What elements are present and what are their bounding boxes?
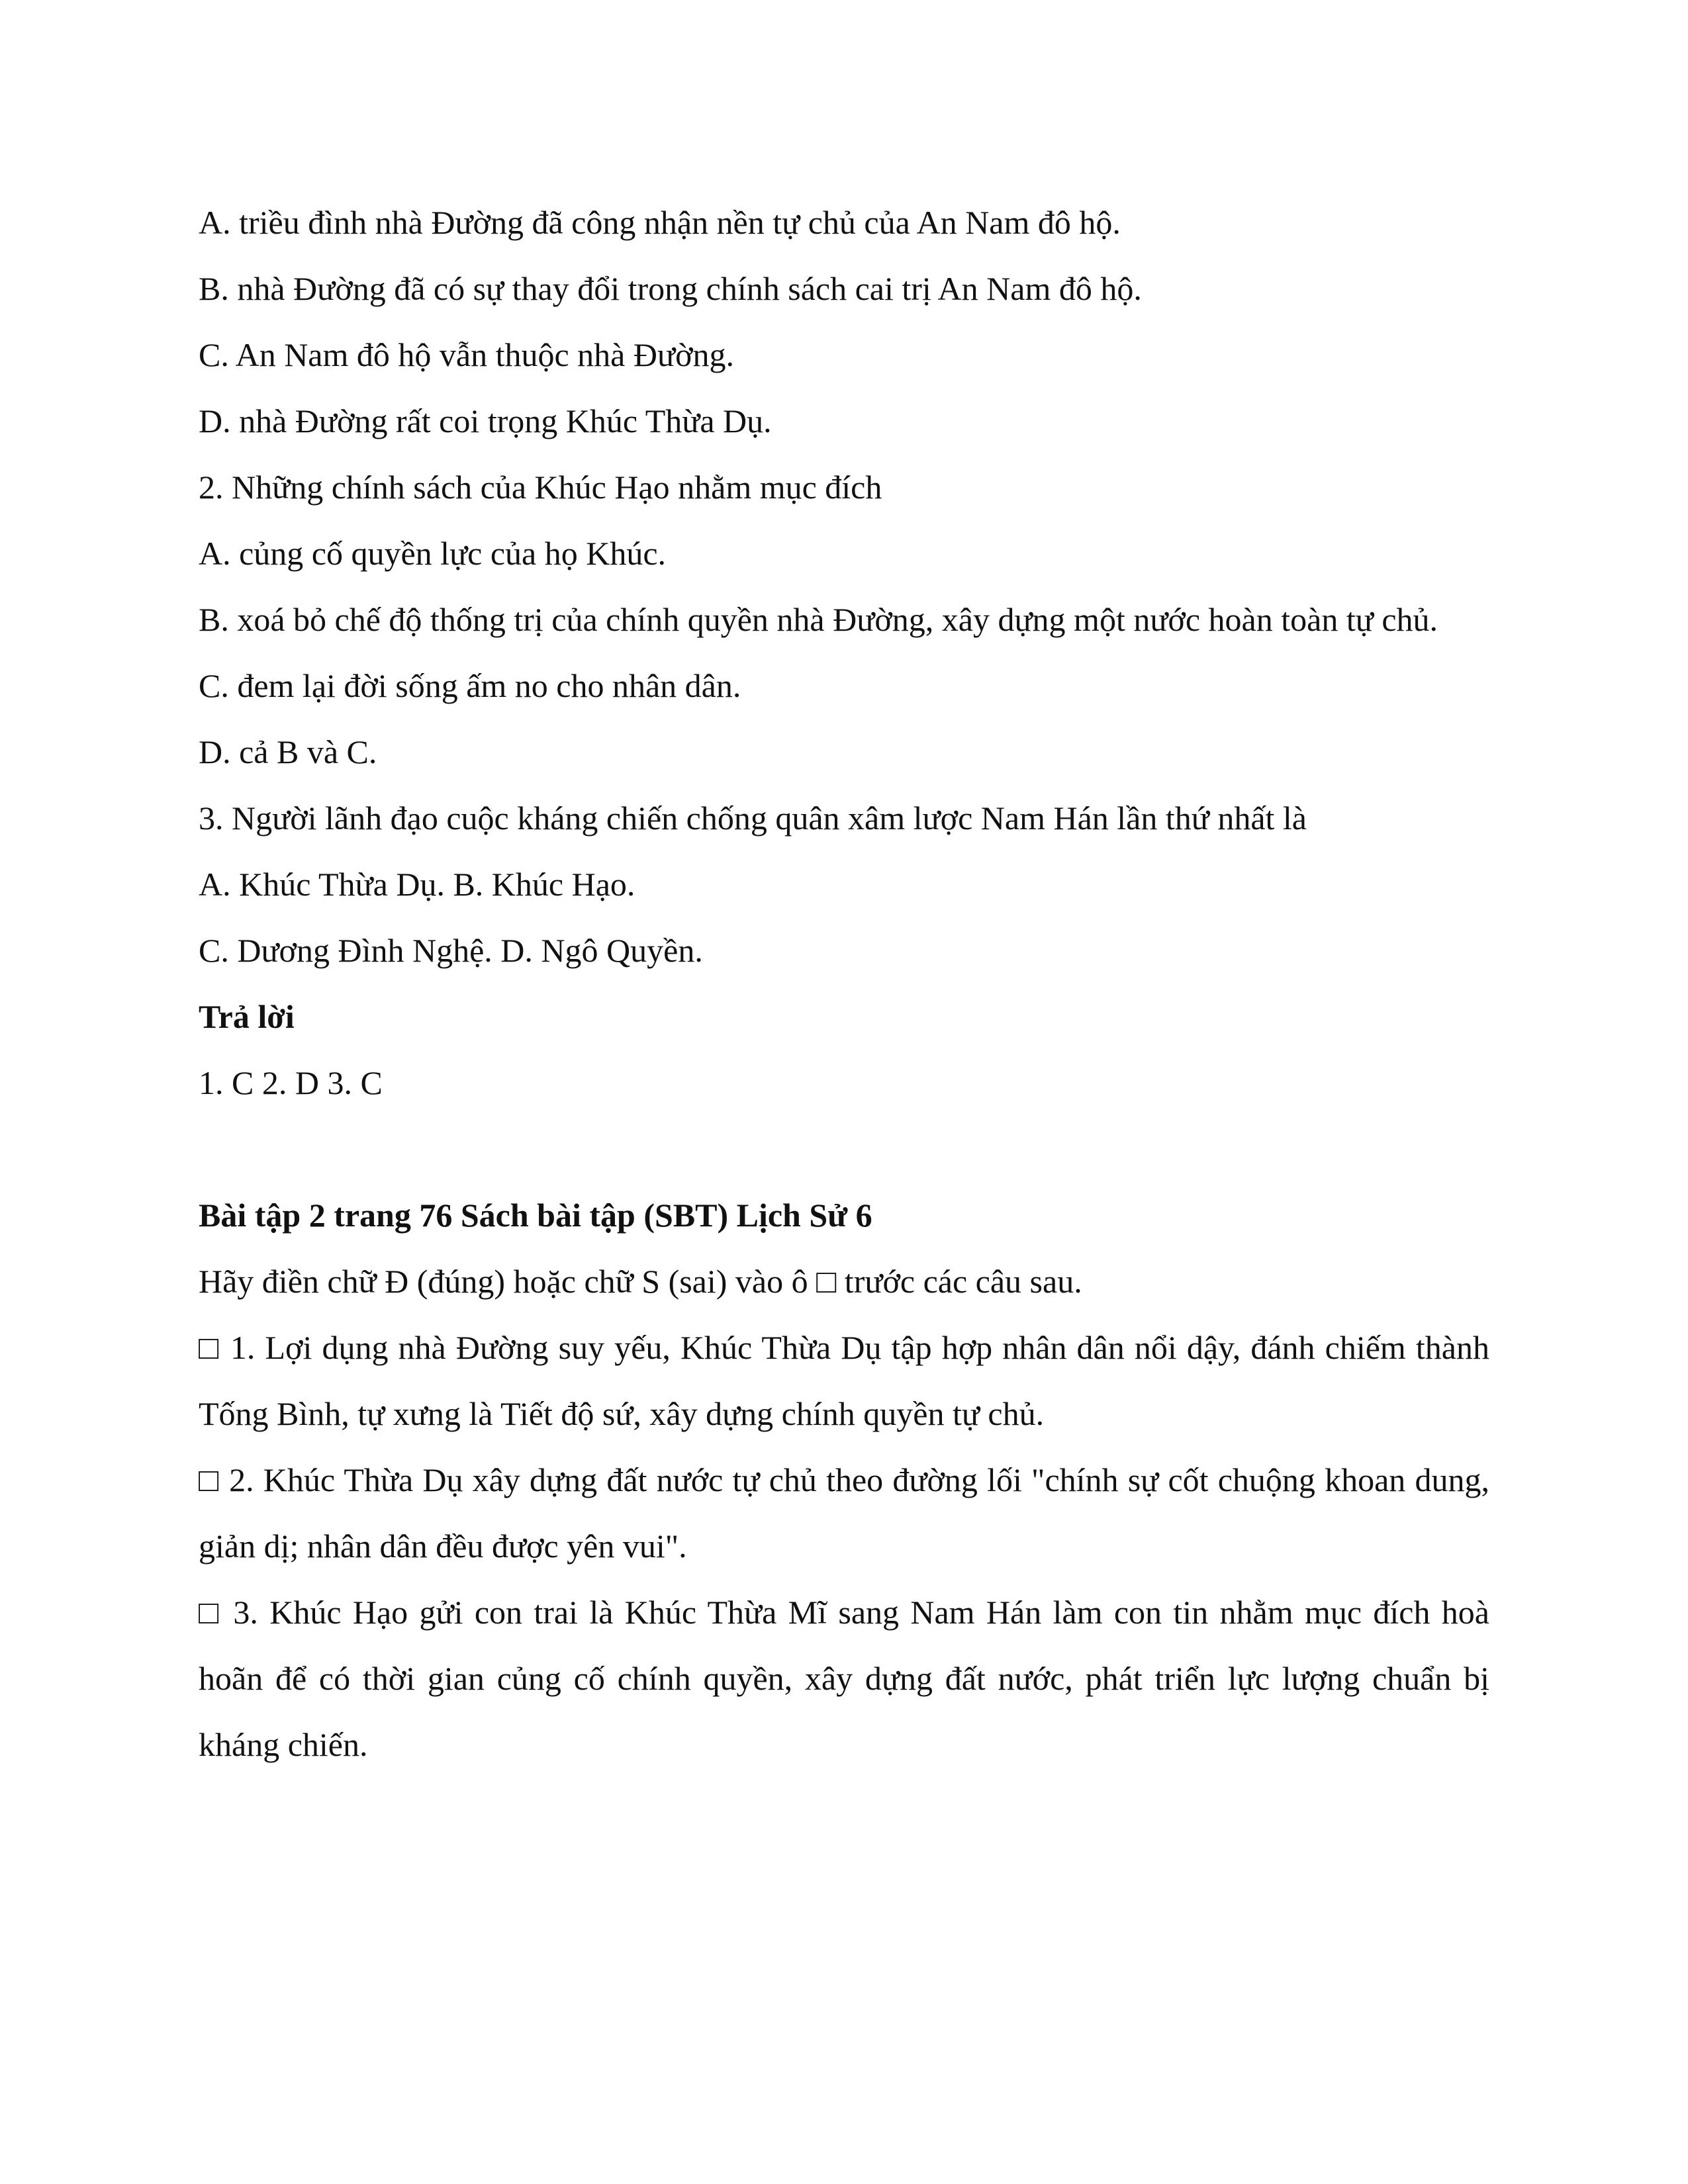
q2-option-b: B. xoá bỏ chế độ thống trị của chính quyền nhà Đường, xây dựng một nước hoàn toàn tự chủ. [199, 601, 1438, 638]
q1-option-b: B. nhà Đường đã có sự thay đổi trong chính sách cai trị An Nam đô hộ. [199, 270, 1142, 307]
q3-options-ab: A. Khúc Thừa Dụ. B. Khúc Hạo. [199, 866, 635, 903]
q2-option-d: D. cả B và C. [199, 733, 377, 770]
exercise-item-3: □ 3. Khúc Hạo gửi con trai là Khúc Thừa Mĩ sang Nam Hán làm con tin nhằm mục đích hoà hoãn để có thời gian củng cố chính quyền, xây dựng đất nước, phát triển lực lượng chuẩn bị kháng chiến. [199, 1594, 1489, 1763]
document-page [199, 189, 1489, 1778]
q3-question: 3. Người lãnh đạo cuộc kháng chiến chống quân xâm lược Nam Hán lần thứ nhất là [199, 799, 1307, 837]
q1-option-d: D. nhà Đường rất coi trọng Khúc Thừa Dụ. [199, 402, 772, 439]
answer-heading: Trả lời [199, 998, 295, 1035]
q1-option-c: C. An Nam đô hộ vẫn thuộc nhà Đường. [199, 336, 735, 373]
exercise-item-1: □ 1. Lợi dụng nhà Đường suy yếu, Khúc Thừa Dụ tập hợp nhân dân nổi dậy, đánh chiếm thành Tống Bình, tự xưng là Tiết độ sứ, xây dựng chính quyền tự chủ. [199, 1329, 1489, 1432]
exercise-title: Bài tập 2 trang 76 Sách bài tập (SBT) Lịch Sử 6 [199, 1197, 872, 1234]
exercise-instruction: Hãy điền chữ Đ (đúng) hoặc chữ S (sai) vào ô □ trước các câu sau. [199, 1263, 1082, 1300]
answer-text: 1. C 2. D 3. C [199, 1064, 383, 1101]
exercise-item-2: □ 2. Khúc Thừa Dụ xây dựng đất nước tự chủ theo đường lối "chính sự cốt chuộng khoan dung, giản dị; nhân dân đều được yên vui". [199, 1461, 1489, 1565]
q2-question: 2. Những chính sách của Khúc Hạo nhằm mục đích [199, 469, 882, 506]
q2-option-c: C. đem lại đời sống ấm no cho nhân dân. [199, 667, 741, 704]
section-spacer [199, 1116, 1489, 1182]
q1-option-a: A. triều đình nhà Đường đã công nhận nền tự chủ của An Nam đô hộ. [199, 204, 1121, 241]
q3-options-cd: C. Dương Đình Nghệ. D. Ngô Quyền. [199, 932, 703, 969]
q2-option-a: A. củng cố quyền lực của họ Khúc. [199, 535, 667, 572]
